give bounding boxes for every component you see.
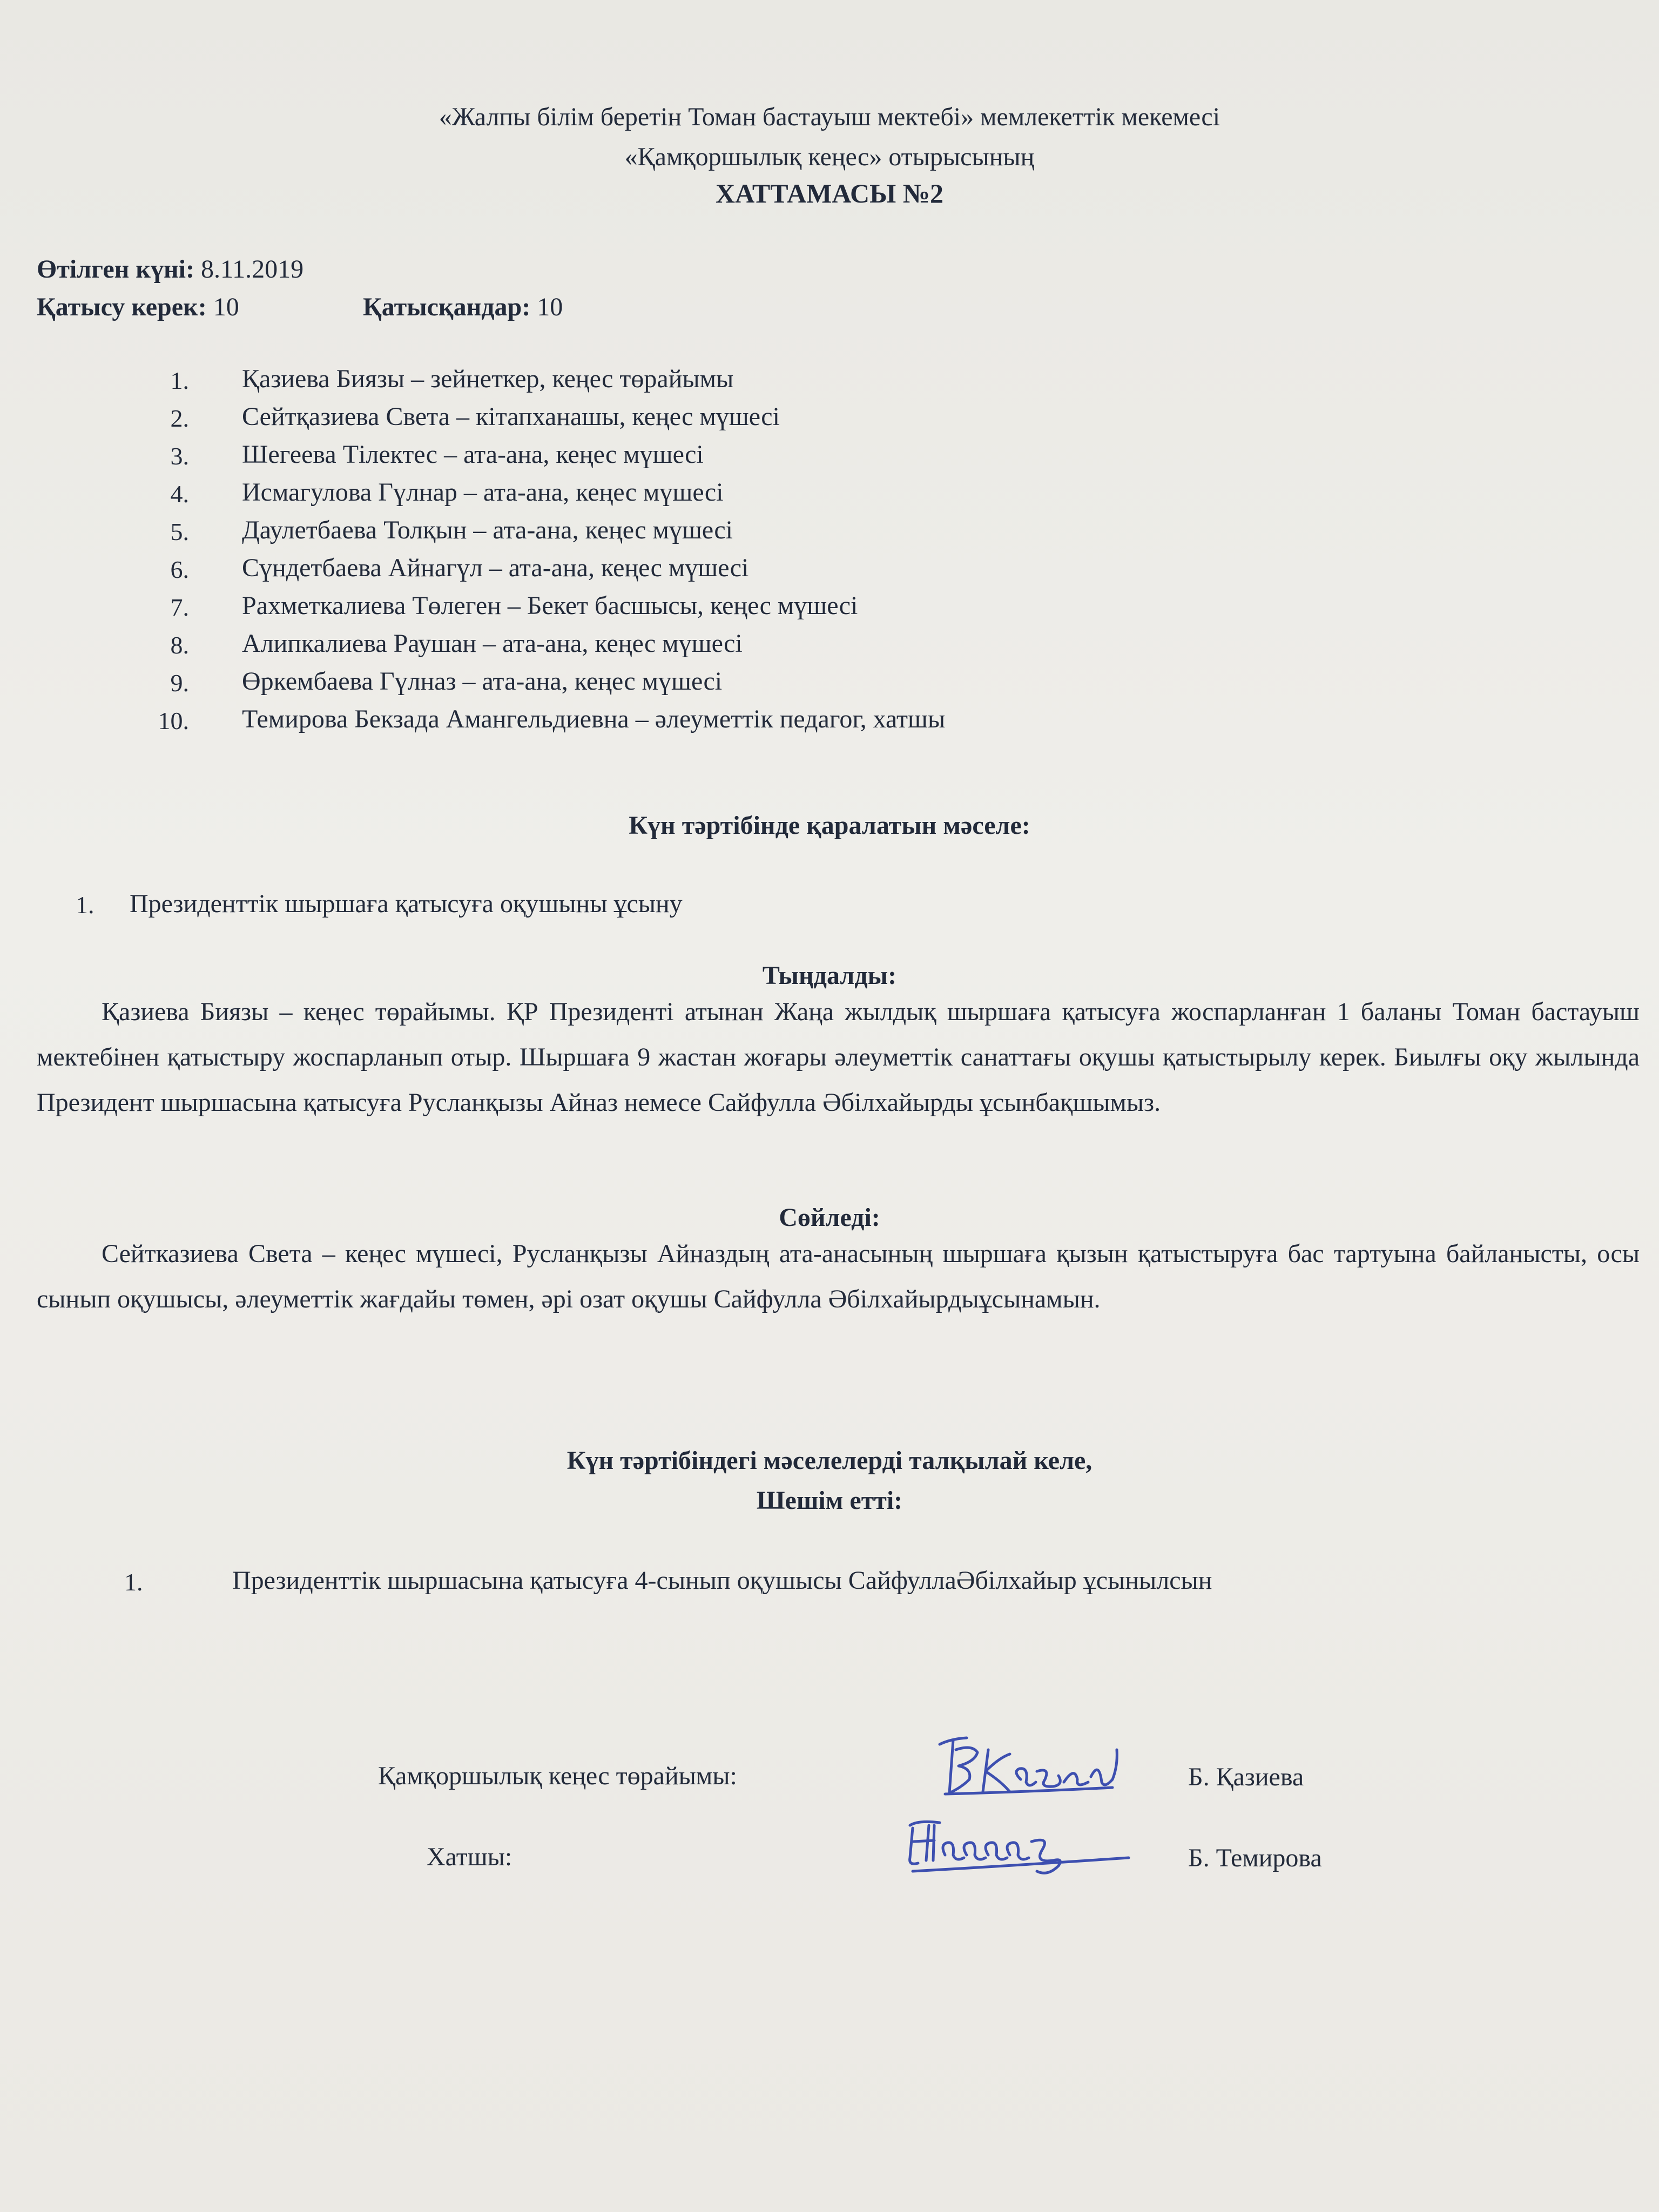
header-institution: «Жалпы білім беретін Томан бастауыш мектебі» мемлекеттік мекемесі [439, 103, 1220, 131]
header-council: «Қамқоршылық кеңес» отырысының [624, 143, 1035, 171]
list-item-number: 2. [170, 404, 189, 432]
present-label: Қатысқандар: [363, 293, 531, 321]
secretary-name: Б. Темирова [1188, 1844, 1322, 1872]
list-item-number: 1. [170, 367, 189, 394]
list-item-text: Исмагулова Гүлнар – ата-ана, кеңес мүшесі [242, 478, 724, 507]
agenda-item-number: 1. [76, 891, 95, 919]
required-line [37, 292, 239, 323]
secretary-signature [902, 1804, 1139, 1885]
list-item-number: 8. [170, 631, 189, 659]
listened-heading: Тыңдалды: [762, 961, 897, 990]
list-item-number: 7. [170, 594, 189, 621]
list-item-number: 3. [170, 442, 189, 470]
list-item-text: Алипкалиева Раушан – ата-ана, кеңес мүшесі [242, 629, 743, 658]
list-item-number: 4. [170, 480, 189, 508]
list-item-number: 9. [170, 669, 189, 697]
list-item-text: Рахметкалиева Төлеген – Бекет басшысы, кеңес мүшесі [242, 591, 858, 620]
date-value: 8.11.2019 [200, 255, 304, 284]
spoke-heading: Сөйледі: [779, 1203, 880, 1232]
list-item-text: Даулетбаева Толқын – ата-ана, кеңес мүшесі [242, 516, 733, 544]
date-line [37, 254, 304, 285]
agenda-item-text: Президенттік шыршаға қатысуға оқушыны ұсыну [130, 889, 683, 918]
required-value: 10 [213, 293, 239, 321]
required-label: Қатысу керек: [37, 293, 207, 321]
list-item-text: Темирова Бекзада Амангельдиевна – әлеуметтік педагог, хатшы [242, 705, 946, 733]
agenda-heading: Күн тәртібінде қаралатын мәселе: [629, 811, 1030, 840]
spoke-text: Сейтказиева Света – кеңес мүшесі, Русланқызы Айназдың ата-анасының шыршаға қызын қатыстыруға бас тартуына байланысты, осы сынып оқушысы, әлеуметтік жағдайы төмен, әрі озат оқушы Сайфулла Әбілхайырдыұсынамын. [37, 1239, 1640, 1313]
secretary-signature-mark [902, 1804, 1139, 1885]
list-item-text: Өркембаева Гүлназ – ата-ана, кеңес мүшесі [242, 667, 723, 696]
list-item-text: Шегеева Тілектес – ата-ана, кеңес мүшесі [242, 440, 704, 469]
decision-heading-2: Шешім етті: [756, 1486, 903, 1515]
chair-name: Б. Қазиева [1188, 1763, 1304, 1791]
decision-item-text: Президенттік шыршасына қатысуға 4-сынып оқушысы СайфуллаӘбілхайыр ұсынылсын [232, 1566, 1212, 1595]
document-title: ХАТТАМАСЫ №2 [716, 178, 943, 208]
listened-text: Қазиева Биязы – кеңес төрайымы. ҚР Президенті атынан Жаңа жылдық шыршаға қатысуға жоспарланған 1 баланы Томан бастауыш мектебінен қатыстыру жоспарланып отыр. Шыршаға 9 жастан жоғары әлеуметтік санаттағы оқушы қатыстырылу керек. Биылғы оқу жылында Президент шыршасына қатысуға Русланқызы Айназ немесе Сайфулла Әбілхайырды ұсынбақшымыз. [37, 997, 1640, 1117]
chair-signature [929, 1728, 1134, 1804]
list-item-number: 10. [158, 707, 189, 734]
list-item-text: Сүндетбаева Айнагүл – ата-ана, кеңес мүшесі [242, 554, 749, 582]
present-line [363, 292, 563, 323]
list-item-text: Қазиева Биязы – зейнеткер, кеңес төрайымы [242, 365, 734, 393]
present-value: 10 [537, 293, 563, 321]
decision-heading-1: Күн тәртібіндегі мәселелерді талқылай келе, [567, 1446, 1092, 1475]
secretary-label: Хатшы: [427, 1843, 512, 1871]
decision-item-number: 1. [124, 1568, 143, 1596]
date-label: Өтілген күні: [37, 255, 194, 284]
chair-label: Қамқоршылық кеңес төрайымы: [378, 1762, 737, 1790]
chair-signature-mark [929, 1728, 1134, 1804]
list-item-text: Сейтқазиева Света – кітапханашы, кеңес мүшесі [242, 402, 780, 431]
list-item-number: 5. [170, 518, 189, 545]
list-item-number: 6. [170, 556, 189, 583]
